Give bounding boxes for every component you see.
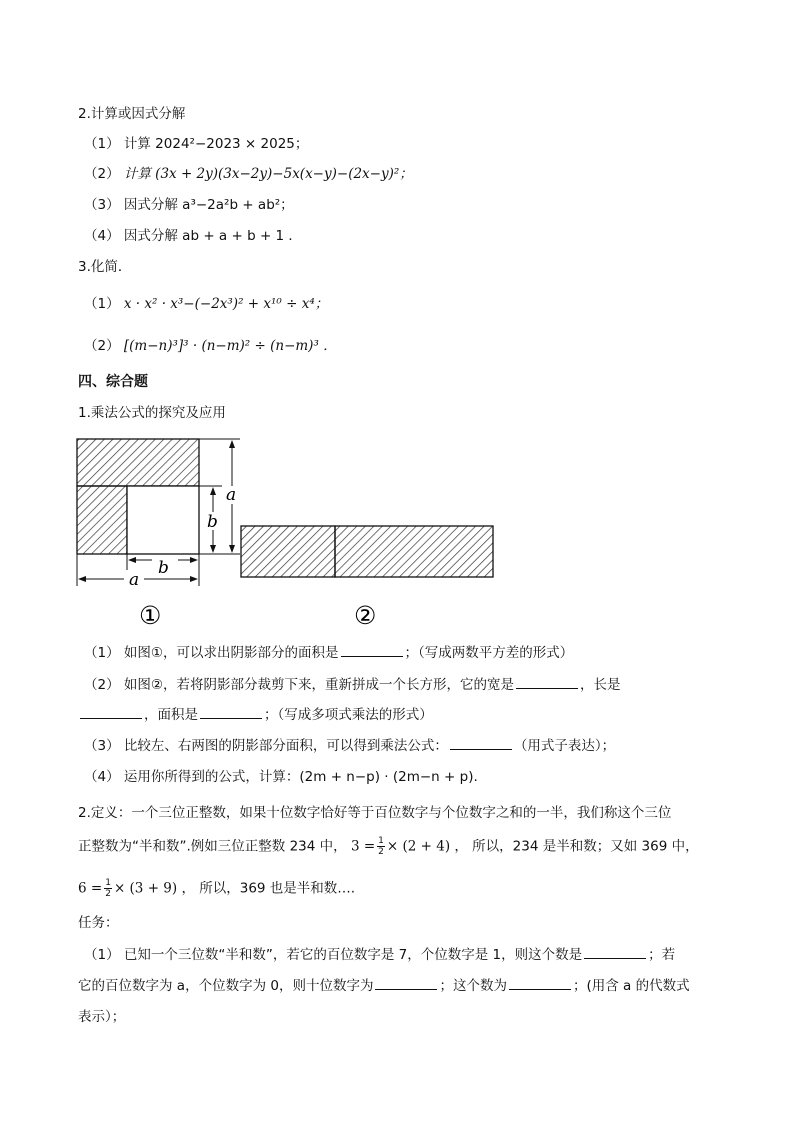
fig1-top-shaded <box>77 439 199 486</box>
figure-diagram <box>70 430 510 635</box>
s4-q1-part2-label: （2） <box>84 677 120 693</box>
fig2-label: ② <box>354 601 377 630</box>
q2-part4-text: 因式分解 ab + a + b + 1 ． <box>123 228 302 244</box>
task-part1 <box>84 945 675 965</box>
task-part1-line2 <box>78 976 690 996</box>
section-heading: 四、综合题 <box>78 374 148 390</box>
q3-part2 <box>84 336 337 356</box>
s4-q1-title: 1.乘法公式的探究及应用 <box>78 405 226 421</box>
s4-q1-part2 <box>84 675 621 695</box>
q3-part1-text: x · x² · x³−(−2x³)² + x¹⁰ ÷ x⁴； <box>123 296 329 312</box>
task-part1-text-a: 已知一个三位数“半和数”，若它的百位数字是 7，个位数字是 1，则这个数是 <box>123 947 583 963</box>
s4-q1-part2-text-b: ，长是 <box>580 677 621 693</box>
s4-q1-part4 <box>84 767 478 787</box>
s4-q1-part3-label: （3） <box>84 738 120 754</box>
q2-part3-label: （3） <box>84 197 120 213</box>
dim-b-label-horizontal: b <box>158 558 169 578</box>
fraction-one-half: $\frac{1}{2}$ <box>105 878 111 899</box>
fig1-left-shaded <box>77 486 127 554</box>
s4-q2-line2-text-a: 正整数为“半和数”.例如三位正整数 234 中， <box>78 838 347 855</box>
q2-part2-label: （2） <box>84 166 120 182</box>
q2-part4-label: （4） <box>84 228 120 244</box>
s4-q2-line3 <box>78 878 355 899</box>
answer-blank-width[interactable] <box>516 675 578 689</box>
q2-part3-text: 因式分解 a³−2a²b + ab²； <box>123 197 294 213</box>
fig2-right-shaded <box>335 526 493 577</box>
s4-q2-eq2-rhs: × (3 + 9) <box>113 880 178 897</box>
answer-blank-1[interactable] <box>341 643 403 657</box>
q2-part3 <box>84 195 294 215</box>
q2-part2-text: 计算 (3x + 2y)(3x−2y)−5x(x−y)−(2x−y)²； <box>123 166 413 182</box>
answer-blank-value[interactable] <box>509 976 571 990</box>
fig1-label: ① <box>139 601 162 630</box>
answer-blank-length[interactable] <box>80 705 142 719</box>
q3-part2-label: （2） <box>84 338 120 354</box>
s4-q1-part4-label: （4） <box>84 769 120 785</box>
s4-q1-part1 <box>84 643 573 663</box>
s4-q1-part2-text-d: ；（写成多项式乘法的形式） <box>264 707 433 723</box>
q2-part4 <box>84 226 302 246</box>
q2-title: 2.计算或因式分解 <box>78 106 186 122</box>
q3-part1-label: （1） <box>84 296 120 312</box>
s4-q2-eq1-lhs: 3 = <box>350 838 376 855</box>
task-part1-line2-a: 它的百位数字为 a，个位数字为 0，则十位数字为 <box>78 978 374 994</box>
s4-q1-part3-text-b: （用式子表达）； <box>513 738 616 754</box>
q3-part1 <box>84 294 328 314</box>
s4-q2-line3-text-b: ， 所以，369 也是半和数…. <box>181 880 356 897</box>
s4-q2-line2-text-b: ， 所以，234 是半和数；又如 369 中， <box>454 838 699 855</box>
s4-q2-line2 <box>78 836 699 857</box>
s4-q2-eq2-lhs: 6 = <box>78 880 103 897</box>
fraction-one-half: $\frac{1}{2}$ <box>378 836 384 857</box>
q3-title: 3.化简． <box>78 259 132 275</box>
q2-part1-label: （1） <box>84 136 120 152</box>
dim-a-label-vertical: a <box>226 485 237 505</box>
s4-q1-part3-text-a: 比较左、右两图的阴影部分面积，可以得到乘法公式： <box>123 738 448 754</box>
s4-q1-part2-text-c: ，面积是 <box>144 707 198 723</box>
task-part1-label: （1） <box>84 947 120 963</box>
s4-q1-part1-text-a: 如图①，可以求出阴影部分的面积是 <box>123 645 339 661</box>
q2-part1 <box>84 134 308 154</box>
q3-part2-text: [(m−n)³]³ · (n−m)² ÷ (n−m)³ ． <box>123 338 337 354</box>
answer-blank-number[interactable] <box>584 945 646 959</box>
task-part1-line2-c: ；(用含 a 的代数式 <box>572 978 690 994</box>
q2-part2 <box>84 164 413 184</box>
s4-q1-part1-label: （1） <box>84 645 120 661</box>
dim-b-label-vertical: b <box>207 512 218 532</box>
answer-blank-formula[interactable] <box>450 736 512 750</box>
dim-a-label-horizontal: a <box>129 570 140 590</box>
task-label: 任务： <box>78 915 119 931</box>
s4-q1-part2-text-a: 如图②，若将阴影部分裁剪下来，重新拼成一个长方形，它的宽是 <box>123 677 514 693</box>
task-part1-line3: 表示）； <box>78 1009 126 1025</box>
answer-blank-tens[interactable] <box>375 976 437 990</box>
fig1-blank-square <box>127 486 199 554</box>
s4-q1-part4-text: 运用你所得到的公式，计算：(2m + n−p) · (2m−n + p). <box>123 769 478 785</box>
task-part1-line2-b: ；这个数为 <box>439 978 507 994</box>
s4-q1-part3 <box>84 736 615 756</box>
fig2-left-shaded <box>241 526 335 577</box>
s4-q2-line1: 2.定义：一个三位正整数，如果十位数字恰好等于百位数字与个位数字之和的一半，我们称这个三位 <box>78 805 672 821</box>
answer-blank-area[interactable] <box>200 705 262 719</box>
q2-part1-text: 计算 2024²−2023 × 2025； <box>123 136 309 152</box>
s4-q1-part1-text-b: ；（写成两数平方差的形式） <box>404 645 574 661</box>
s4-q1-part2-line2 <box>78 705 433 725</box>
task-part1-text-b: ；若 <box>648 947 676 963</box>
s4-q2-eq1-rhs: × (2 + 4) <box>386 838 451 855</box>
